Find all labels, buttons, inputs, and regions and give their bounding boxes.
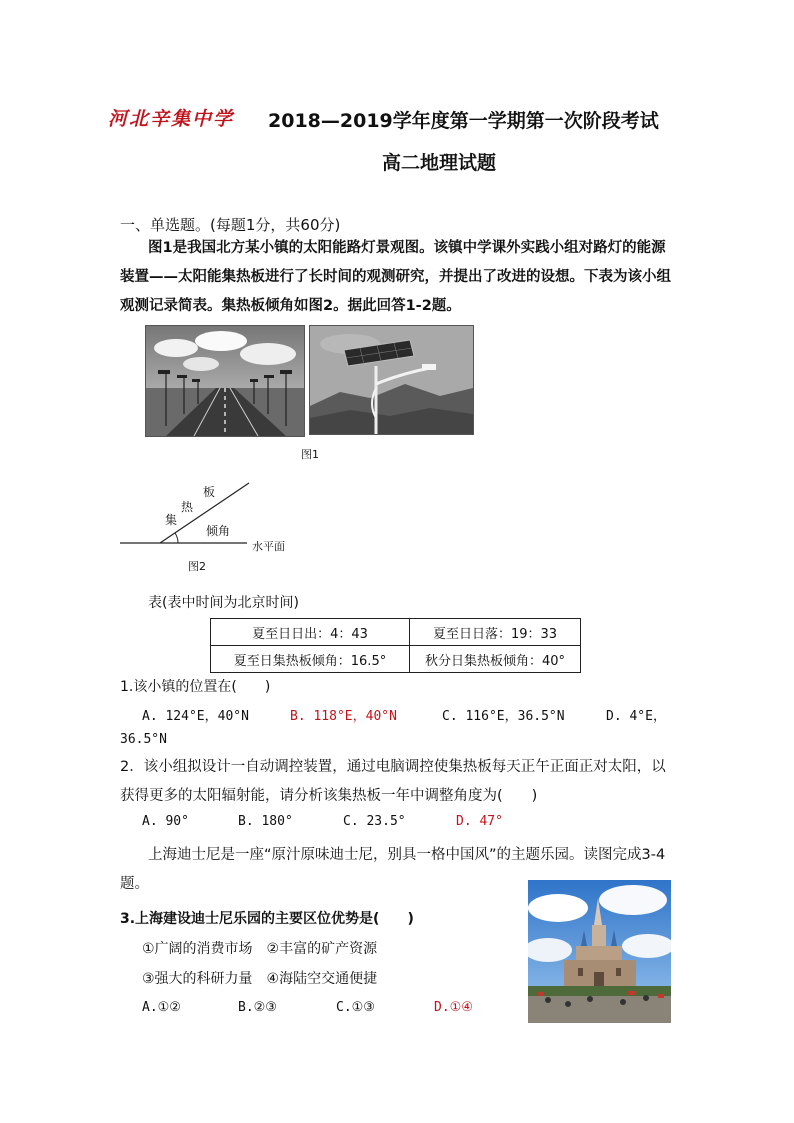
observation-table [210, 618, 581, 673]
question-3-line-1: ①广阔的消费市场 ②丰富的矿产资源 [142, 941, 378, 957]
question-2-option-b: B. 180° [238, 814, 293, 829]
road-streetlight-photo [145, 325, 305, 437]
question-1-option-d: D. 4°E， [606, 709, 666, 724]
exam-subtitle: 高二地理试题 [382, 152, 497, 174]
table-row [211, 619, 581, 646]
intro-paragraph-2: 上海迪士尼是一座“原汁原味迪士尼，别具一格中国风”的主题乐园。读图完成3-4题。 [120, 847, 666, 892]
question-3-option-b: B.②③ [238, 1000, 277, 1015]
question-2-option-a: A. 90° [142, 814, 189, 829]
disney-castle-photo [528, 880, 671, 1023]
label-ji: 集 [165, 513, 178, 527]
question-3-line-2: ③强大的科研力量 ④海陆空交通便捷 [142, 971, 378, 987]
table-cell: 秋分日集热板倾角：40° [410, 646, 581, 673]
table-cell: 夏至日集热板倾角：16.5° [211, 646, 410, 673]
label-ban: 板 [203, 485, 216, 499]
solar-panel-streetlight-photo [309, 325, 474, 435]
table-row [211, 646, 581, 673]
school-name: 河北辛集中学 [108, 108, 235, 130]
angle-arc [175, 533, 178, 543]
figure-1-caption: 图1 [301, 448, 319, 461]
question-1-option-d-continued: 36.5°N [120, 732, 167, 747]
intro-paragraph-1: 图1是我国北方某小镇的太阳能路灯景观图。该镇中学课外实践小组对路灯的能源装置——太阳能集热板进行了长时间的观测研究，并提出了改进的设想。下表为该小组观测记录简表。集热板倾角如图2。据此回答1-2题。 [120, 240, 671, 314]
question-3-option-a: A.①② [142, 1000, 181, 1015]
question-1-option-c: C. 116°E，36.5°N [442, 709, 565, 724]
question-3-option-c: C.①③ [336, 1000, 375, 1015]
label-re: 热 [181, 500, 194, 514]
table-cell: 夏至日日出：4：43 [211, 619, 410, 646]
exam-title: 2018—2019学年度第一学期第一次阶段考试 [268, 110, 659, 132]
figure-2-caption: 图2 [188, 560, 206, 573]
question-2-option-d: D. 47° [456, 814, 503, 829]
question-1-option-b: B. 118°E，40°N [290, 709, 397, 724]
table-caption: 表(表中时间为北京时间) [148, 595, 299, 611]
label-tilt-angle: 倾角 [206, 524, 231, 538]
question-1-stem: 1.该小镇的位置在( ) [120, 679, 271, 695]
table-cell: 夏至日日落：19：33 [410, 619, 581, 646]
question-1-option-a: A. 124°E，40°N [142, 709, 249, 724]
question-2-stem: 2．该小组拟设计一自动调控装置，通过电脑调控使集热板每天正午正面正对太阳，以获得更多的太阳辐射能，请分析该集热板一年中调整角度为( ) [120, 759, 666, 804]
section-heading: 一、单选题。(每题1分，共60分) [120, 216, 341, 234]
question-3-option-d: D.①④ [434, 1000, 473, 1015]
label-horizontal-plane: 水平面 [252, 540, 285, 553]
question-2-option-c: C. 23.5° [343, 814, 406, 829]
question-3-stem: 3.上海建设迪士尼乐园的主要区位优势是( ) [120, 911, 414, 927]
